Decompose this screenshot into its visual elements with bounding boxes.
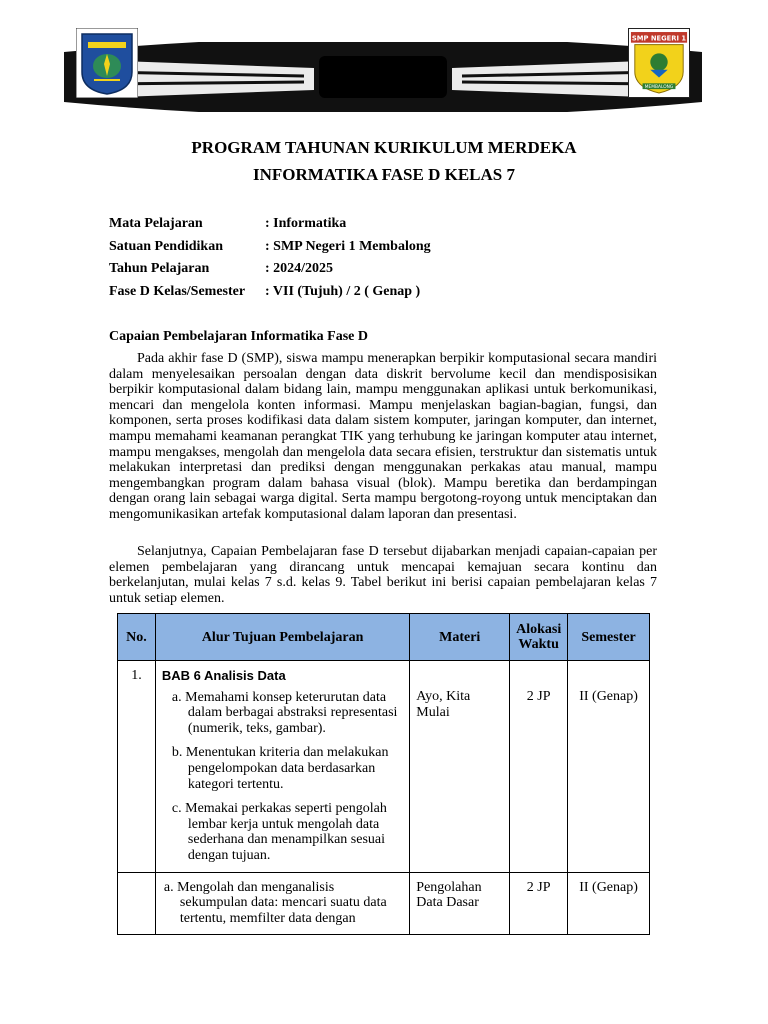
objective-item: c. Memakai perkakas seperti pengolah lembar kerja untuk mengolah data sederhana dan menampilkan sesuai dengan tujuan. (171, 801, 387, 863)
header-alokasi-line1: Alokasi (516, 622, 562, 637)
info-label: Satuan Pendidikan (109, 238, 223, 254)
paragraph-capaian: Pada akhir fase D (SMP), siswa mampu menerapkan berpikir komputasional secara mandiri dalam menyelesaikan persoalan dengan data diskrit bervolume kecil dan mendisposisikan berpikir komputasional dalam bidang lain, mampu menggunakan aplikasi untuk berkomunikasi, mencari dan mengelola konten informasi. Mampu menjelaskan bagian-bagian, fungsi, dan komponen, serta proses kodifikasi data dalam sistem komputer, jaringan komputer, dan internet, mampu memahami keamanan perangkat TIK yang terhubung ke jaringan komputer atau internet, mampu mengakses, mengolah dan mengelola data secara efisien, terstruktur dan sistematis untuk melakukan interpretasi dan prediksi dengan menggunakan perkakas atau manual, mampu mengembangkan program dalam bahasa visual (blok). Mampu beretika dan berdampingan dengan orang lain sebagai warga digital. Serta mampu bergotong-royong untuk menciptakan dan mengomunikasikan artefak komputasional dalam laporan dan presentasi. (109, 351, 657, 522)
info-row-class-semester (109, 281, 431, 304)
info-value: : 2024/2025 (265, 261, 334, 277)
school-badge-motto: MEMBALONG (644, 85, 674, 91)
cell-semester: II (Genap) (568, 872, 650, 935)
info-value: : Informatika (265, 216, 347, 232)
table-row (118, 661, 650, 873)
info-value: : SMP Negeri 1 Membalong (265, 238, 431, 254)
cell-no: 1. (118, 661, 156, 873)
objective-item: b. Menentukan kriteria dan melakukan pengelompokan data berdasarkan kategori tertentu. (171, 745, 389, 792)
table-row (118, 872, 650, 935)
header-alokasi (510, 614, 568, 661)
cell-semester: II (Genap) (568, 661, 650, 873)
kabupaten-emblem-logo (76, 28, 138, 98)
header-materi: Materi (410, 614, 510, 661)
paragraph-penjabaran: Selanjutnya, Capaian Pembelajaran fase D tersebut dijabarkan menjadi capaian-capaian per elemen pembelajaran yang dirancang untuk mencapai kemajuan secara kontinu dan berkelanjutan, mulai kelas 7 s.d. kelas 9. Tabel berikut ini berisi capaian pembelajaran kelas 7 untuk setiap elemen. (109, 544, 657, 606)
document-header (0, 0, 768, 120)
cell-alokasi: 2 JP (510, 872, 568, 935)
info-row-school (109, 236, 431, 259)
header-semester: Semester (568, 614, 650, 661)
objective-item: a. Memahami konsep keterurutan data dalam berbagai abstraksi representasi (numerik, teks, gambar). (171, 689, 398, 736)
info-row-year (109, 258, 431, 281)
header-alokasi-line2: Waktu (518, 637, 559, 652)
chapter-title: BAB 6 Analisis Data (161, 668, 286, 683)
info-label: Mata Pelajaran (109, 216, 203, 232)
cell-atp (155, 661, 409, 873)
identity-block (109, 213, 431, 303)
info-label: Fase D Kelas/Semester (109, 284, 246, 300)
school-badge-text: SMP NEGERI 1 (631, 34, 687, 43)
header-atp: Alur Tujuan Pembelajaran (155, 614, 409, 661)
info-value: : VII (Tujuh) / 2 ( Genap ) (265, 284, 421, 300)
decorative-band (64, 42, 702, 112)
info-row-subject (109, 213, 431, 236)
atp-table (117, 613, 650, 935)
header-no: No. (118, 614, 156, 661)
school-badge-logo (628, 28, 690, 98)
section-heading: Capaian Pembelajaran Informatika Fase D (109, 329, 368, 344)
cell-atp (155, 872, 409, 935)
info-label: Tahun Pelajaran (109, 261, 210, 277)
cell-materi: Ayo, Kita Mulai (410, 661, 510, 873)
cell-no (118, 872, 156, 935)
cell-materi: Pengolahan Data Dasar (410, 872, 510, 935)
document-title: PROGRAM TAHUNAN KURIKULUM MERDEKA (191, 138, 577, 157)
table-header-row (118, 614, 650, 661)
objective-item: a. Mengolah dan menganalisis sekumpulan data: mencari suatu data tertentu, memfilter data dengan (163, 879, 387, 926)
document-subtitle: INFORMATIKA FASE D KELAS 7 (253, 165, 515, 184)
cell-alokasi: 2 JP (510, 661, 568, 873)
